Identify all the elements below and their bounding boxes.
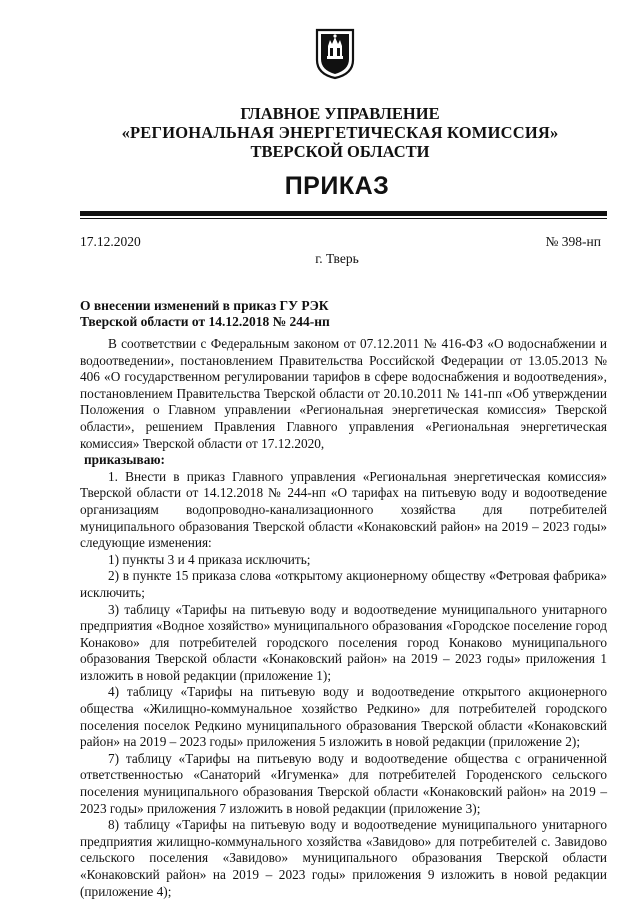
issuer-line-2: «РЕГИОНАЛЬНАЯ ЭНЕРГЕТИЧЕСКАЯ КОМИССИЯ» <box>121 123 559 142</box>
subject-line-1: О внесении изменений в приказ ГУ РЭК <box>80 298 329 313</box>
body-paragraph: 7) таблицу «Тарифы на питьевую воду и водоотведение общества с ограниченной ответственностью «Санаторий «Игуменка» для потребителей Городенского сельского поселения муниципального образования Тверской области «Конаковский район» на 2019 – 2023 годы» приложения 7 изложить в новой редакции (приложение 3); <box>80 750 607 816</box>
subject-line-2: Тверской области от 14.12.2018 № 244-нп <box>80 314 330 329</box>
document-city: г. Тверь <box>315 251 359 266</box>
body-paragraph: 8) таблицу «Тарифы на питьевую воду и водоотведение муниципального унитарного предприятия жилищно-коммунального хозяйства «Завидово» для потребителей с. Завидово сельского поселения «Завидово» муниципального образования Тверской области «Конаковский район» на 2019 – 2023 годы» приложения 9 изложить в новой редакции (приложение 4); <box>80 817 607 899</box>
document-subject <box>80 298 340 330</box>
document-type-title: ПРИКАЗ <box>284 172 390 200</box>
document-body <box>80 336 607 900</box>
issuer-line-1: ГЛАВНОЕ УПРАВЛЕНИЕ <box>240 104 440 123</box>
body-paragraph: 3) таблицу «Тарифы на питьевую воду и водоотведение муниципального унитарного предприятия «Водное хозяйство» муниципального образования «Городское поселение город Конаково» для потребителей городского поселения город Конаково муниципального образования Тверской области «Конаковский район» на 2019 – 2023 годы» приложения 1 изложить в новой редакции (приложение 1); <box>80 601 607 683</box>
document-date: 17.12.2020 <box>80 234 141 249</box>
body-paragraph: 1) пункты 3 и 4 приказа исключить; <box>108 551 311 567</box>
body-paragraph: 1. Внести в приказ Главного управления «Региональная энергетическая комиссия» Тверской области от 14.12.2018 № 244-нп «О тарифах на питьевую воду и водоотведение организациям водопроводно-канализационного хозяйства для потребителей муниципального образования Тверской области «Конаковский район» на 2019 – 2023 годы» следующие изменения: <box>80 468 607 551</box>
issuer-line-3: ТВЕРСКОЙ ОБЛАСТИ <box>250 142 430 161</box>
tver-coat-of-arms-icon <box>313 26 357 80</box>
document-number: № 398-нп <box>545 234 601 249</box>
header-rule-thick <box>80 211 607 216</box>
body-paragraph: 4) таблицу «Тарифы на питьевую воду и водоотведение открытого акционерного общества «Жилищно-коммунальное хозяйство Редкино» для потребителей городского поселения поселок Редкино муниципального образования Тверской области «Конаковский район» на 2019 – 2023 годы» приложения 5 изложить в новой редакции (приложение 2); <box>80 684 607 750</box>
preamble-paragraph: В соответствии с Федеральным законом от 07.12.2011 № 416-ФЗ «О водоснабжении и водоотведении», постановлением Правительства Российской Федерации от 13.05.2013 № 406 «О государственном регулировании тарифов в сфере водоснабжения и водоотведения», постановлением Правительства Тверской области от 20.10.2011 № 141-пп «Об утверждении Положения о Главном управлении «Региональная энергетическая комиссия» Тверской области», решением Правления Главного управления «Региональная энергетическая комиссия» Тверской области от 17.12.2020, <box>80 336 607 451</box>
order-word: приказываю: <box>84 452 165 468</box>
header-rule-thin <box>80 218 607 219</box>
body-paragraph: 2) в пункте 15 приказа слова «открытому акционерному обществу «Фетровая фабрика» исключить; <box>80 568 607 600</box>
